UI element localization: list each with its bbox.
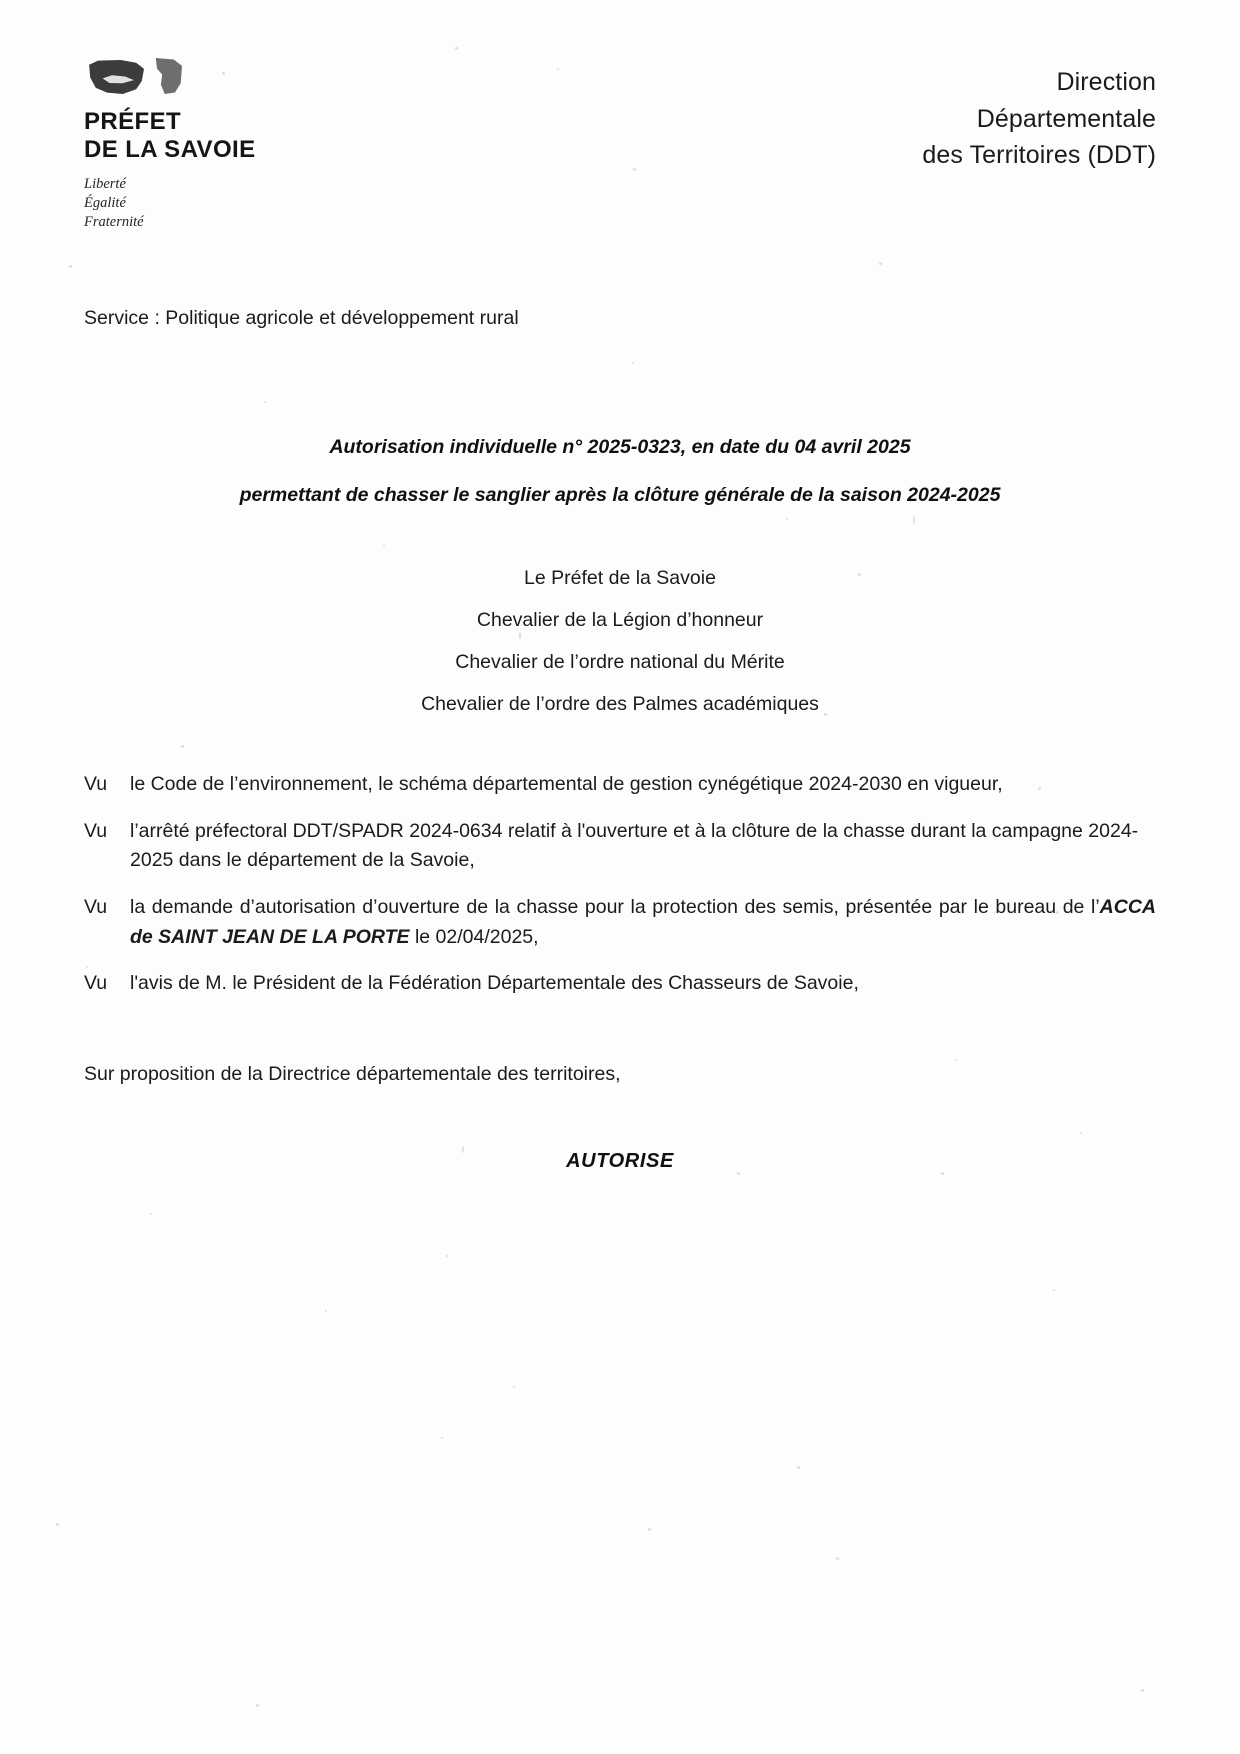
scan-speck: [264, 401, 266, 403]
considerant-item: [84, 770, 1156, 800]
quality-prefect: Le Préfet de la Savoie: [524, 567, 716, 589]
scan-speck: [256, 1704, 259, 1707]
republic-motto: [84, 175, 384, 233]
considerant-text-after: le 02/04/2025,: [409, 925, 539, 948]
service-line: Service : Politique agricole et développement rural: [84, 307, 519, 329]
considerant-label: Vu: [84, 819, 108, 842]
scan-speck: [1141, 1689, 1144, 1692]
marianne-flag-shape: [150, 58, 182, 94]
scan-speck: [150, 1213, 152, 1215]
quality-ordre-merite: Chevalier de l’ordre national du Mérite: [455, 650, 785, 673]
scan-speck: [69, 265, 72, 268]
directorate-line1: Direction: [1056, 68, 1156, 96]
considerants-list: [84, 770, 1156, 1016]
scan-speck: [441, 1437, 443, 1439]
scan-speck: [325, 1310, 327, 1312]
quality-palmes-academiques: Chevalier de l’ordre des Palmes académiques: [421, 692, 819, 715]
scan-speck: [797, 1466, 800, 1469]
scan-speck: [955, 1059, 957, 1061]
prefecture-identity-block: [84, 58, 384, 232]
motto-liberte: Liberté: [84, 175, 126, 192]
scan-speck: [648, 1528, 651, 1531]
prefet-title-line1: PRÉFET: [84, 108, 182, 135]
decision-heading: AUTORISE: [566, 1150, 674, 1172]
document-title: [84, 424, 1156, 520]
marianne-profile-shape: [88, 60, 144, 94]
prefect-qualities: [84, 558, 1156, 726]
considerant-text: l’arrêté préfectoral DDT/SPADR 2024-0634 relatif à l'ouverture et à la clôture de la chasse durant la campagne 2024-2025 dans le département de la Savoie,: [130, 819, 1139, 872]
directorate-line2: Départementale: [976, 104, 1156, 133]
considerant-item: [84, 817, 1156, 876]
directorate-line3: des Territoires (DDT): [922, 141, 1156, 169]
considerant-item: [84, 893, 1156, 952]
considerant-label: Vu: [84, 773, 108, 795]
scan-speck: [56, 1523, 59, 1526]
considerant-text: le Code de l’environnement, le schéma départemental de gestion cynégétique 2024-2030 en vigueur,: [130, 773, 1003, 795]
motto-egalite: Égalité: [84, 194, 126, 211]
considerant-item: [84, 969, 1156, 999]
motto-fraternite: Fraternité: [84, 214, 144, 231]
scan-speck: [1053, 1289, 1055, 1291]
acca-name: ACCA de SAINT JEAN DE LA PORTE: [130, 895, 1156, 948]
scan-speck: [181, 745, 184, 748]
considerant-text-before: la demande d’autorisation d’ouverture de la chasse pour la protection des semis, présentée par le bureau de l’: [130, 895, 1100, 918]
scan-speck: [446, 1255, 448, 1257]
document-title-line1: Autorisation individuelle n° 2025-0323, en date du 04 avril 2025: [329, 436, 911, 458]
document-header: [84, 58, 1156, 232]
considerant-label: Vu: [84, 972, 108, 995]
scan-speck: [836, 1557, 839, 1560]
proposition-line: Sur proposition de la Directrice départementale des territoires,: [84, 1063, 621, 1085]
considerant-label: Vu: [84, 895, 108, 918]
scan-speck: [513, 1386, 515, 1388]
prefet-title-line2: DE LA SAVOIE: [84, 136, 256, 164]
scan-speck: [1080, 1132, 1082, 1134]
marianne-logo-icon: [88, 58, 184, 100]
scan-speck: [879, 262, 882, 265]
quality-legion-honneur: Chevalier de la Légion d’honneur: [476, 608, 764, 631]
considerant-text: l'avis de M. le Président de la Fédération Départementale des Chasseurs de Savoie,: [130, 972, 859, 995]
document-title-line2: permettant de chasser le sanglier après la clôture générale de la saison 2024-2025: [239, 483, 1001, 506]
scan-speck: [632, 362, 634, 364]
issuing-directorate: [922, 58, 1156, 174]
considerant-text: [130, 893, 1156, 952]
scan-speck: [383, 545, 385, 547]
scan-speck: [455, 47, 458, 50]
